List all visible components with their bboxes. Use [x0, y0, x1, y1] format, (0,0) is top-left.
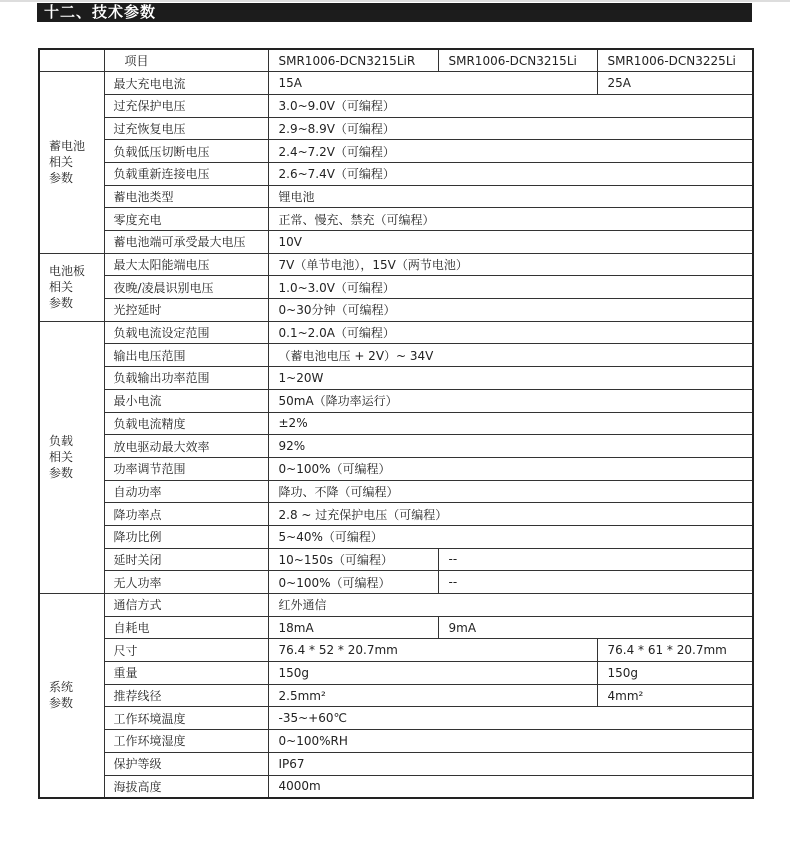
section-title: 十二、技术参数 — [37, 3, 752, 22]
param-name: 延时关闭 — [104, 548, 268, 571]
table-row — [39, 503, 753, 526]
table-row — [39, 321, 753, 344]
spec-table — [38, 48, 754, 799]
table-row — [39, 412, 753, 435]
table-row — [39, 594, 753, 617]
param-value: 降功、不降（可编程） — [268, 480, 753, 503]
header-blank — [39, 49, 104, 72]
param-name: 推荐线径 — [104, 684, 268, 707]
table-row — [39, 616, 753, 639]
table-row — [39, 72, 753, 95]
param-name: 功率调节范围 — [104, 457, 268, 480]
group-label: 系统 参数 — [39, 594, 104, 798]
param-name: 过充恢复电压 — [104, 117, 268, 140]
table-row — [39, 389, 753, 412]
param-name: 负载低压切断电压 — [104, 140, 268, 163]
param-value: 1.0~3.0V（可编程） — [268, 276, 753, 299]
group-label: 电池板 相关 参数 — [39, 253, 104, 321]
param-value: 2.8 ~ 过充保护电压（可编程） — [268, 503, 753, 526]
table-row — [39, 752, 753, 775]
param-value: 76.4 * 61 * 20.7mm — [597, 639, 753, 662]
param-value: 150g — [268, 662, 597, 685]
table-row — [39, 525, 753, 548]
param-name: 海拔高度 — [104, 775, 268, 798]
param-value: 92% — [268, 435, 753, 458]
param-name: 工作环境温度 — [104, 707, 268, 730]
param-name: 负载电流精度 — [104, 412, 268, 435]
param-value: ±2% — [268, 412, 753, 435]
param-value: 10V — [268, 231, 753, 254]
param-value: 正常、慢充、禁充（可编程） — [268, 208, 753, 231]
param-name: 负载输出功率范围 — [104, 367, 268, 390]
param-value: 0.1~2.0A（可编程） — [268, 321, 753, 344]
param-value: （蓄电池电压 + 2V）~ 34V — [268, 344, 753, 367]
param-name: 通信方式 — [104, 594, 268, 617]
param-name: 零度充电 — [104, 208, 268, 231]
param-name: 自耗电 — [104, 616, 268, 639]
table-header-row — [39, 49, 753, 72]
param-name: 蓄电池端可承受最大电压 — [104, 231, 268, 254]
param-value: 1~20W — [268, 367, 753, 390]
table-row — [39, 730, 753, 753]
table-row — [39, 140, 753, 163]
table-row — [39, 775, 753, 798]
table-row — [39, 662, 753, 685]
table-row — [39, 94, 753, 117]
param-value: 0~100%（可编程） — [268, 571, 438, 594]
param-value: IP67 — [268, 752, 753, 775]
param-value: 2.5mm² — [268, 684, 597, 707]
header-model-1: SMR1006-DCN3215LiR — [268, 49, 438, 72]
param-name: 负载电流设定范围 — [104, 321, 268, 344]
table-row — [39, 276, 753, 299]
param-name: 蓄电池类型 — [104, 185, 268, 208]
group-label: 蓄电池 相关 参数 — [39, 72, 104, 254]
param-value: 25A — [597, 72, 753, 95]
param-name: 工作环境湿度 — [104, 730, 268, 753]
param-value: 2.9~8.9V（可编程） — [268, 117, 753, 140]
param-name: 最大充电电流 — [104, 72, 268, 95]
table-row — [39, 162, 753, 185]
table-row — [39, 299, 753, 322]
param-name: 输出电压范围 — [104, 344, 268, 367]
table-row — [39, 185, 753, 208]
header-model-3: SMR1006-DCN3225Li — [597, 49, 753, 72]
param-name: 最小电流 — [104, 389, 268, 412]
page-top-border — [0, 0, 790, 2]
table-row — [39, 707, 753, 730]
param-value: 7V（单节电池），15V（两节电池） — [268, 253, 753, 276]
param-name: 降功比例 — [104, 525, 268, 548]
param-name: 负载重新连接电压 — [104, 162, 268, 185]
table-row — [39, 480, 753, 503]
table-row — [39, 253, 753, 276]
table-row — [39, 571, 753, 594]
group-label: 负载 相关 参数 — [39, 321, 104, 593]
table-row — [39, 367, 753, 390]
param-value: 4000m — [268, 775, 753, 798]
param-name: 夜晚/凌晨识别电压 — [104, 276, 268, 299]
param-value: 18mA — [268, 616, 438, 639]
table-row — [39, 208, 753, 231]
table-row — [39, 231, 753, 254]
param-value: 0~100%（可编程） — [268, 457, 753, 480]
table-row — [39, 548, 753, 571]
param-value: -- — [438, 571, 753, 594]
param-value: 红外通信 — [268, 594, 753, 617]
param-name: 重量 — [104, 662, 268, 685]
param-value: -- — [438, 548, 753, 571]
param-value: 4mm² — [597, 684, 753, 707]
param-name: 尺寸 — [104, 639, 268, 662]
param-value: -35~+60℃ — [268, 707, 753, 730]
param-name: 自动功率 — [104, 480, 268, 503]
table-row — [39, 457, 753, 480]
param-value: 76.4 * 52 * 20.7mm — [268, 639, 597, 662]
param-name: 光控延时 — [104, 299, 268, 322]
table-row — [39, 639, 753, 662]
table-row — [39, 344, 753, 367]
table-row — [39, 117, 753, 140]
header-model-2: SMR1006-DCN3215Li — [438, 49, 597, 72]
param-value: 9mA — [438, 616, 753, 639]
param-value: 锂电池 — [268, 185, 753, 208]
param-value: 50mA（降功率运行） — [268, 389, 753, 412]
param-value: 0~30分钟（可编程） — [268, 299, 753, 322]
param-name: 保护等级 — [104, 752, 268, 775]
header-item: 项目 — [104, 49, 268, 72]
param-value: 5~40%（可编程） — [268, 525, 753, 548]
param-name: 降功率点 — [104, 503, 268, 526]
param-name: 无人功率 — [104, 571, 268, 594]
param-name: 最大太阳能端电压 — [104, 253, 268, 276]
param-value: 15A — [268, 72, 597, 95]
param-value: 10~150s（可编程） — [268, 548, 438, 571]
param-name: 放电驱动最大效率 — [104, 435, 268, 458]
param-value: 2.4~7.2V（可编程） — [268, 140, 753, 163]
param-value: 150g — [597, 662, 753, 685]
table-row — [39, 435, 753, 458]
param-value: 0~100%RH — [268, 730, 753, 753]
param-name: 过充保护电压 — [104, 94, 268, 117]
param-value: 2.6~7.4V（可编程） — [268, 162, 753, 185]
param-value: 3.0~9.0V（可编程） — [268, 94, 753, 117]
table-row — [39, 684, 753, 707]
